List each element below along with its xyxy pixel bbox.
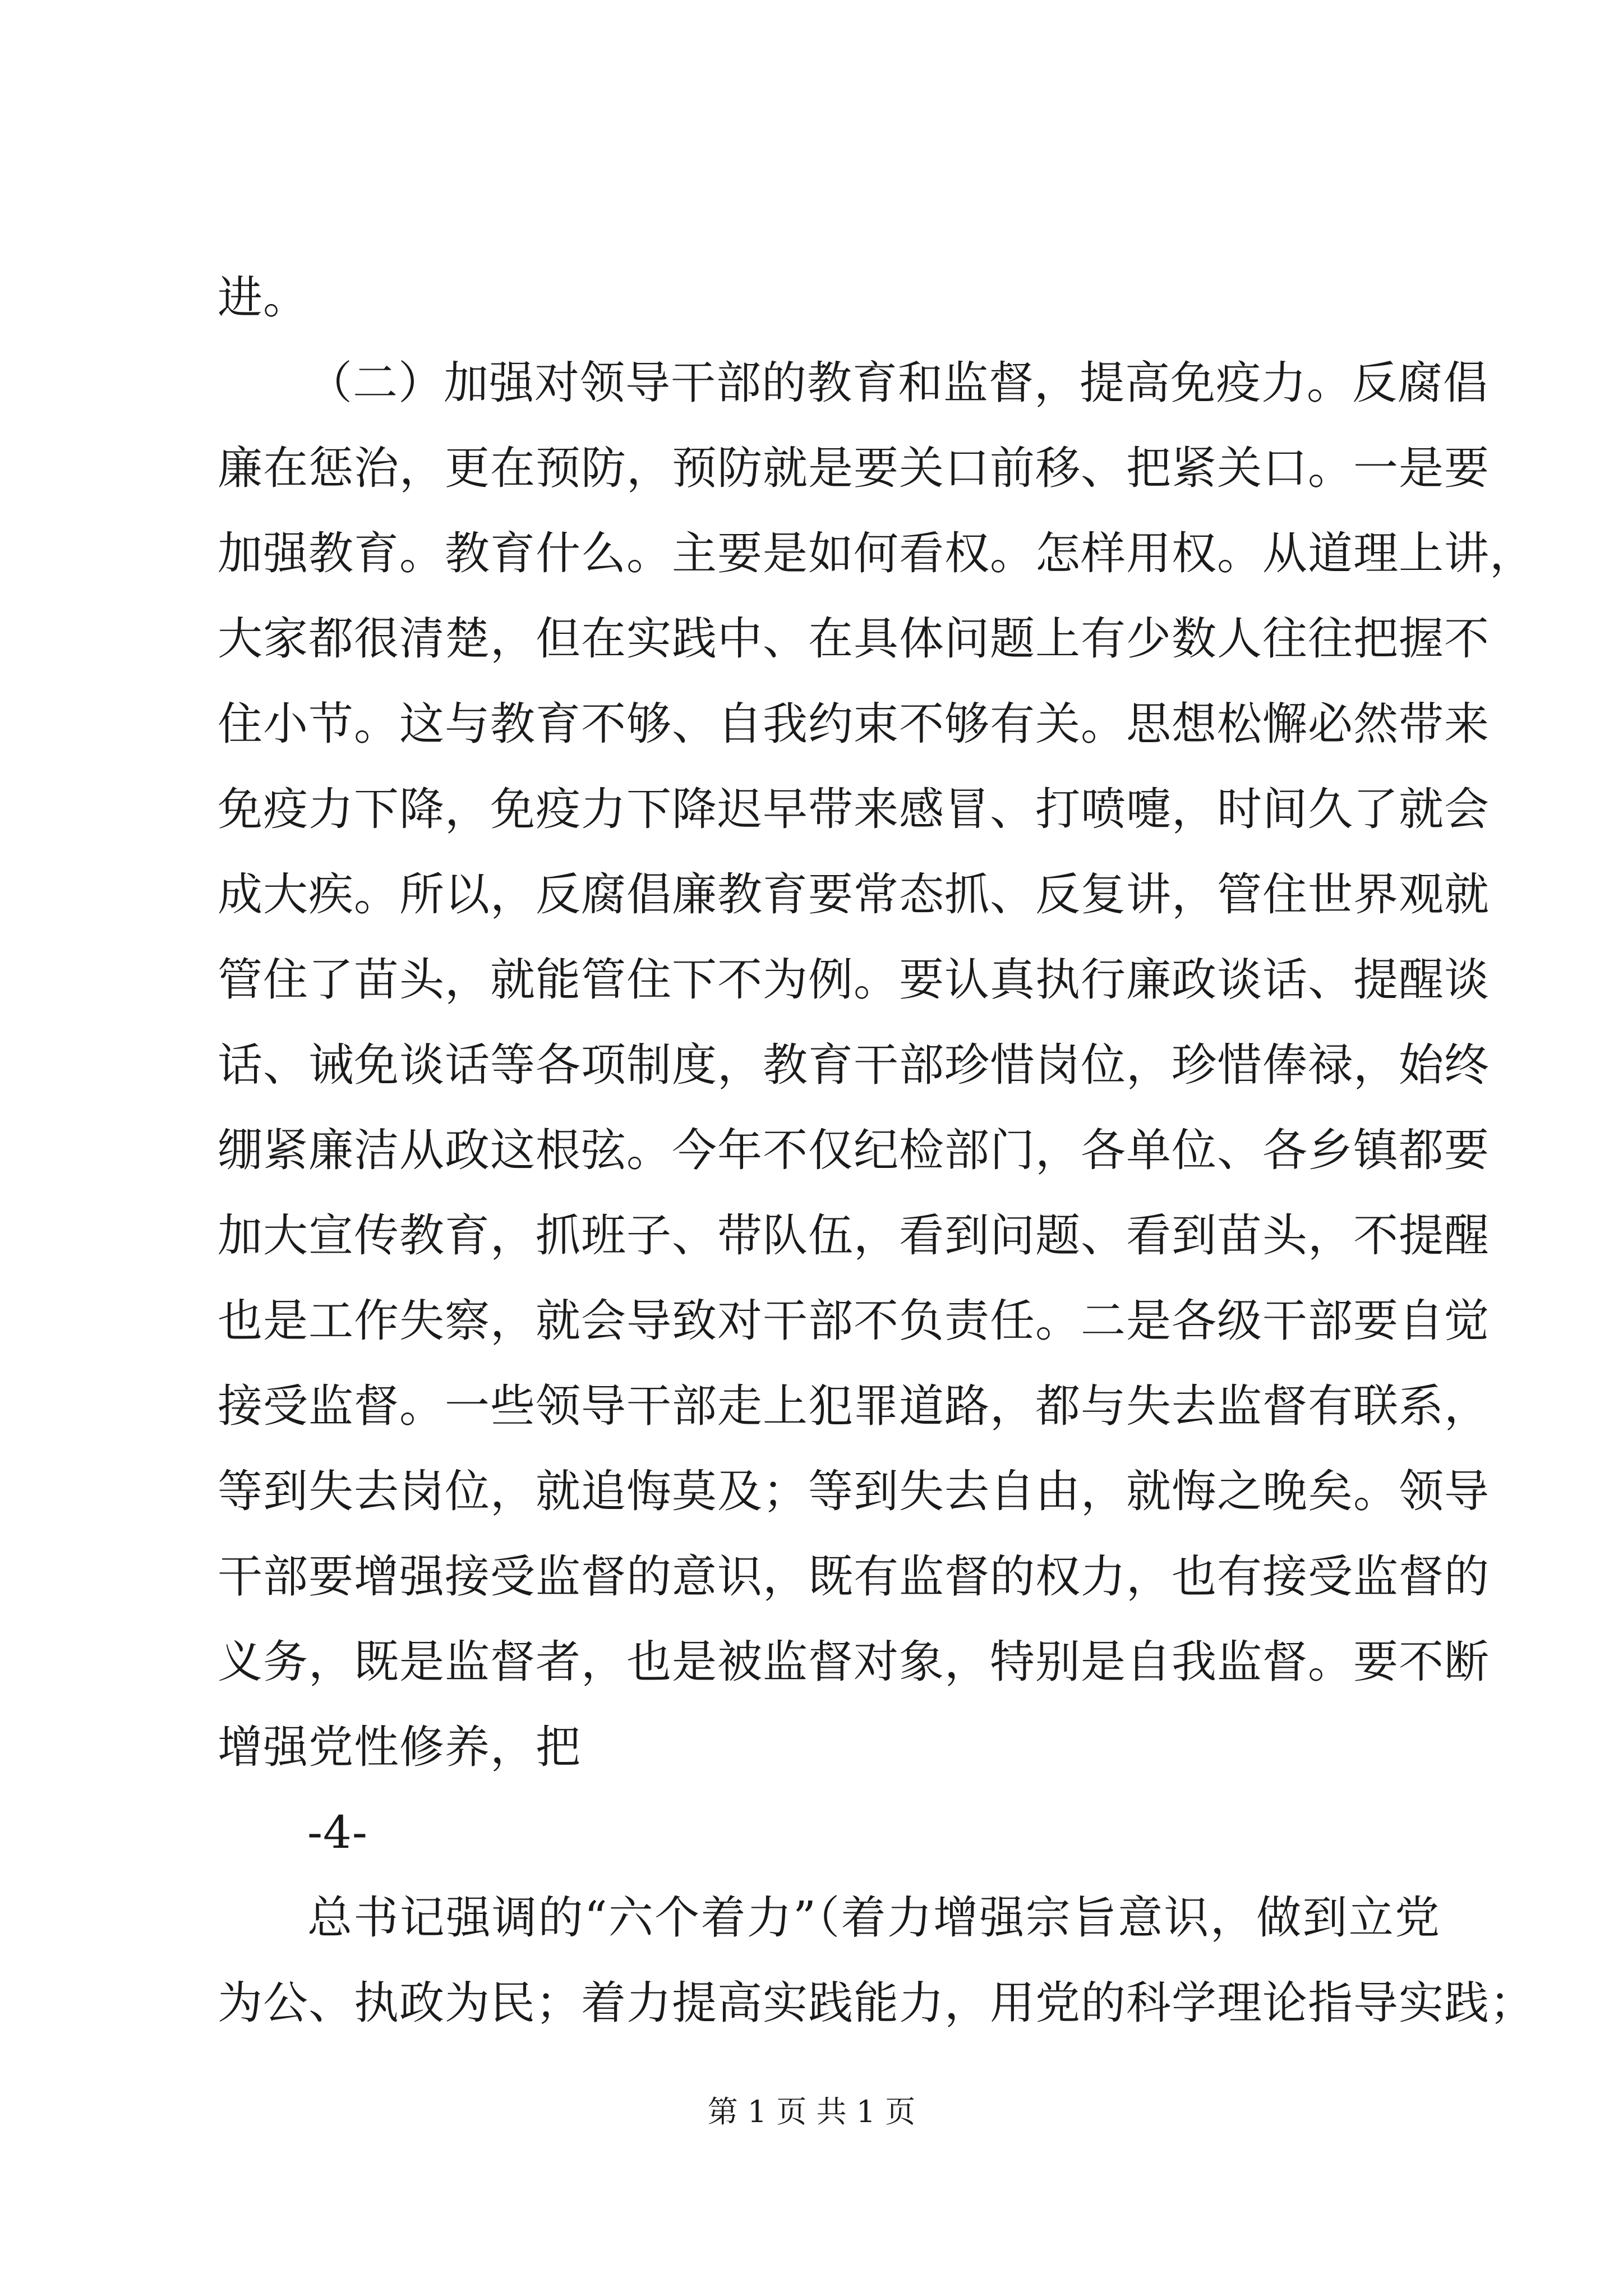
paragraph-start-line: 总书记强调的“六个着力”（着力增强宗旨意识，做到立党 [307, 1892, 1440, 1944]
text-line: 进。 [218, 272, 308, 324]
text-line: 管住了苗头，就能管住下不为例。要认真执行廉政谈话、提醒谈 [218, 954, 1490, 1006]
text-line: 也是工作失察，就会导致对干部不负责任。二是各级干部要自觉 [218, 1295, 1490, 1347]
page-number-label: 第 1 页 共 1 页 [707, 2094, 916, 2129]
text-line: 免疫力下降，免疫力下降迟早带来感冒、打喷嚏，时间久了就会 [218, 783, 1490, 835]
document-body [218, 255, 1535, 2046]
text-line: 大家都很清楚，但在实践中、在具体问题上有少数人往往把握不 [218, 613, 1490, 665]
page-footer [0, 2092, 1623, 2132]
text-line: 成大疾。所以，反腐倡廉教育要常态抓、反复讲，管住世界观就 [218, 868, 1490, 921]
text-line: 话、诫免谈话等各项制度，教育干部珍惜岗位，珍惜俸禄，始终 [218, 1039, 1490, 1091]
text-line: 廉在惩治，更在预防，预防就是要关口前移、把紧关口。一是要 [218, 442, 1490, 494]
paragraph-start-line: （二）加强对领导干部的教育和监督，提高免疫力。反腐倡 [307, 357, 1488, 409]
text-line: 增强党性修养，把 [218, 1721, 581, 1773]
text-line: 干部要增强接受监督的意识，既有监督的权力，也有接受监督的 [218, 1550, 1490, 1603]
text-line: 加强教育。教育什么。主要是如何看权。怎样用权。从道理上讲， [218, 527, 1535, 579]
text-line: 等到失去岗位，就追悔莫及；等到失去自由，就悔之晚矣。领导 [218, 1465, 1490, 1517]
text-line: 接受监督。一些领导干部走上犯罪道路，都与失去监督有联系， [218, 1380, 1490, 1432]
text-line: 加大宣传教育，抓班子、带队伍，看到问题、看到苗头，不提醒 [218, 1209, 1490, 1262]
text-line: 义务，既是监督者，也是被监督对象，特别是自我监督。要不断 [218, 1636, 1490, 1688]
text-line: 为公、执政为民；着力提高实践能力，用党的科学理论指导实践； [218, 1977, 1535, 2029]
inline-page-number: -4- [307, 1806, 368, 1858]
text-line: 住小节。这与教育不够、自我约束不够有关。思想松懈必然带来 [218, 698, 1490, 750]
text-line: 绷紧廉洁从政这根弦。今年不仅纪检部门，各单位、各乡镇都要 [218, 1124, 1490, 1176]
